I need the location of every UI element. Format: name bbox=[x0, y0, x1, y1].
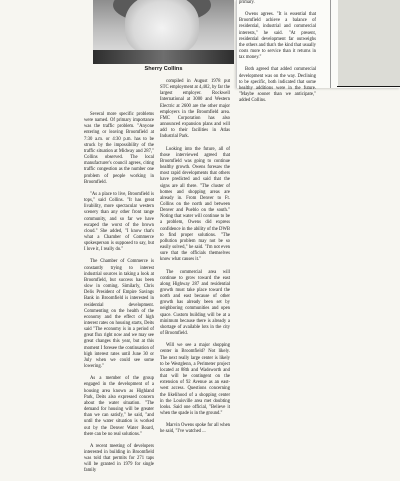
paragraph: The Chamber of Commerce is constantly trying to interest industrial sources in taking a look at Broomfield, but success has been slow in coming. Similarly, Chris Delis President of Empire Savings Bank in Broomfield is interested in residential development. Commenting on the health of the economy and the effect of high interest rates on housing starts, Deits said "The economy is in a period of great flux right now and we may see great changes this year, but at this moment I foresee the continuation of high interest rates until June 30 or July when we could see some lowering." bbox=[84, 259, 154, 370]
column-divider bbox=[330, 0, 331, 88]
photo-collar bbox=[93, 50, 234, 64]
paragraph: Both agreed that added commercial development was on the way. Declining to be specific, both indicated that some healthy additions were in the future. "Maybe sooner than we anticipate," added Collins. bbox=[239, 67, 316, 104]
paragraph: primary. bbox=[239, 0, 255, 5]
paragraph: compiled in August 1978 put STC employment at 4,402, by far the largest employer. Rockwell International at 3000 and Western Electric at 2600 are the other major employers in the Broomfield area. FMC Corporation has also announced expansion plans and will add to their facilities in Atlas Industrial Park. bbox=[160, 79, 230, 140]
paragraph: The commercial area will continue to grow toward the east along Highway 287 and residential growth must take place toward the north and east because of other growth has already been set by neighboring communities and open space. Custom building will be at a minimum because there is already a shortage of available lots in the city of Broomfield. bbox=[160, 269, 230, 337]
shaded-area bbox=[338, 0, 400, 86]
paragraph: Marvin Owens spoke for all when he said, "I've watched ... bbox=[160, 423, 230, 435]
article-column-3 bbox=[239, 0, 316, 110]
paragraph: Owens agrees. "It is essential that Broomfield achieve a balance of residential, industrial and commercial interests," he said. "At present, residential development far outweighs the others and that's the kind that usually costs more to service than it returns in tax money." bbox=[239, 12, 316, 61]
portrait-photo bbox=[93, 0, 234, 64]
paragraph: Several more specific problems were named. Of primary importance was the traffic problem. "Anyone entering or leaving Broomfield at 7:30 a.m. or 4:30 p.m. has to be struck by the impossibility of the traffic situation at Midway and 287," Collins observed. The local manufacturer's council agrees, citing traffic congestion as the number one problem of people working in Broomfield. bbox=[84, 112, 154, 185]
paragraph: Will we see a major shopping center in Broomfield? Not likely. The next really large center is likely to be Westglenn, a Perimeter project located at 88th and Wadsworth and that will be contingent on the extension of 92 Avenue as an east-west access. Questions concerning the likelihood of a shopping center in the Louisville area met doubting looks. Said one official, "Believe it when the spade is in the ground." bbox=[160, 343, 230, 416]
photo-caption: Sherry Collins bbox=[144, 66, 183, 72]
column-end-rule bbox=[337, 86, 400, 87]
article-column-2 bbox=[160, 79, 230, 441]
photo-face bbox=[125, 0, 199, 56]
article-column-1 bbox=[84, 112, 154, 481]
paragraph: Looking into the future, all of those interviewed agreed that Broomfield was going to continue healthy growth. Owens foresaw the most rapid developments that others have predicted and said that the signs are all there. "The cluster of homes and shopping areas are already in. From Denver to Ft. Collins on the north and between Denver and Pueblo on the south." Noting that water will continue to be a problem, Owens did express confidence in the ability of the DWB to find proper solutions. "The pollution problem may not be so easily solved," he said. "I'm not even sure that the officials themselves know what causes it." bbox=[160, 146, 230, 263]
paragraph: A recent meeting of developers interested in building in Broomfield was told that permits for 271 taps will be granted in 1979 for single family bbox=[84, 443, 154, 474]
paragraph: As a member of the group engaged in the development of a housing area known as Highland Park, Deits also expressed concern about the water situation. "The demand for housing will be greater than we can satisfy," he said, "and until the water situation is worked out by the Denver Water Board, there can be no real solutions." bbox=[84, 376, 154, 437]
paragraph: "As a place to live, Broomfield is tops," said Collins. "It has great livability, more spectacular western scenery than any other front range community, and so far we have escaped the worst of the brown cloud." She added, "I know that's what a Chamber of Commerce spokesperson is supposed to say, but I love it, I really do." bbox=[84, 191, 154, 253]
